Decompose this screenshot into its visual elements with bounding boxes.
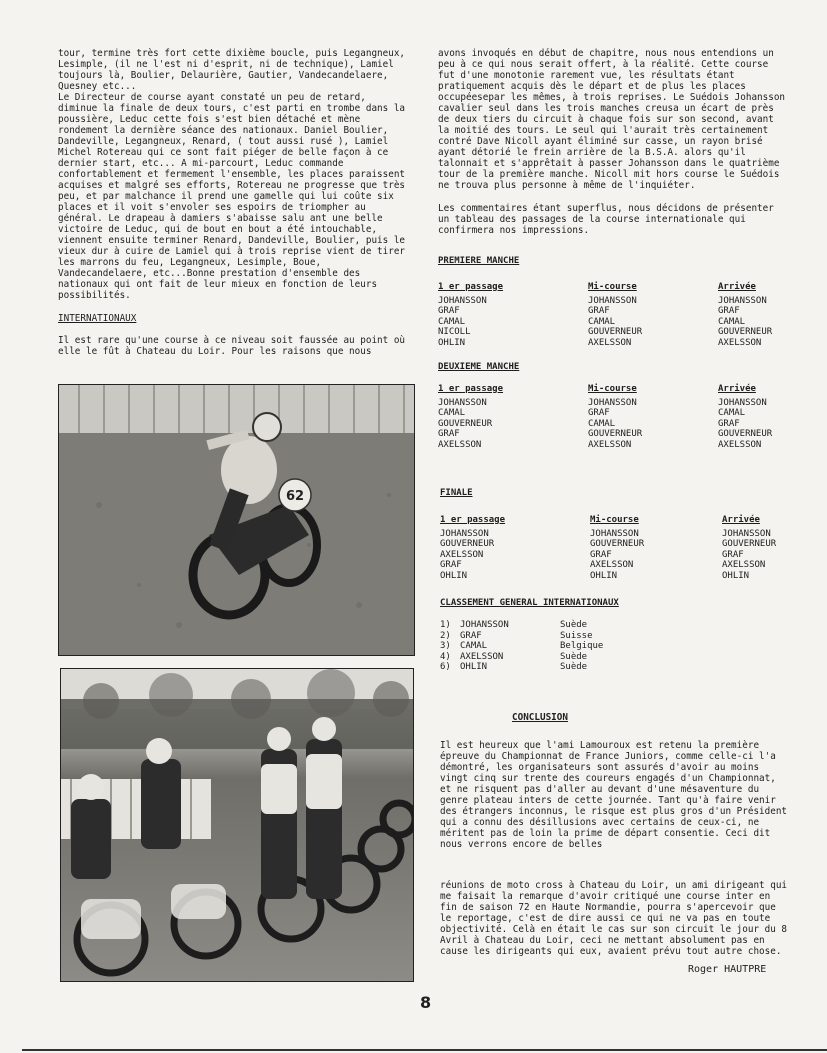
classement-title: CLASSEMENT GENERAL INTERNATIONAUX — [440, 598, 619, 608]
deuxieme-col2: Mi-course JOHANSSON GRAF CAMAL GOUVERNEUR AXELSSON — [588, 384, 643, 450]
premiere-col1: 1 er passage JOHANSSON GRAF CAMAL NICOLL OHLIN — [438, 282, 504, 348]
page-number: 8 — [420, 993, 432, 1012]
photo1-race-number: 62 — [285, 489, 305, 504]
conclusion-paragraph-2: réunions de moto cross à Chateau du Loir, un ami dirigeant qui me faisait la remarque d'avoir critiqué une course inter en fin de saison 72 en Haute Normandie, pourra s'apercevoir que le reportage, c'est de dire aussi ce qui ne va pas en toute objectivité. Celà en était le cas sur son circuit le jour du 8 Avril à Chateau du Loir, ceci ne mettant absolument pas en cause les dirigeants qui eux, avaient prévu tout autre chose. — [440, 880, 793, 957]
author-signature: Roger HAUTPRE — [688, 964, 767, 975]
right-paragraph-2: Les commentaires étant superflus, nous décidons de présenter un tableau des passages de la course internationale qui confirmera nos impressions. — [438, 203, 780, 236]
premiere-col3: Arrivée JOHANSSON GRAF CAMAL GOUVERNEUR AXELSSON — [718, 282, 773, 348]
deuxieme-col1: 1 er passage JOHANSSON CAMAL GOUVERNEUR GRAF AXELSSON — [438, 384, 504, 450]
classement-row: 2) GRAF Suisse — [440, 630, 593, 641]
motocross-rider-photo — [58, 384, 415, 656]
deuxieme-col3: Arrivée JOHANSSON CAMAL GRAF GOUVERNEUR AXELSSON — [718, 384, 773, 450]
right-paragraph-1: avons invoqués en début de chapitre, nous nous entendions un peu à ce qui nous serait offert, à la réalité. Cette course fut d'une monotonie rarement vue, les résultats étant pratiquement acquis dès le départ et de plus les places occupéesepar les mêmes, à trois reprises. Le Suédois Johansson cavalier seul dans les trois manches creusa un écart de près de deux tiers du circuit à chaque fois sur son second, avant la moitié des tours. Le seul qui l'aurait très certainement contré Dave Nicoll ayant éliminé sur casse, un rayon brisé ayant détorié le frein arrière de la B.S.A. alors qu'il talonnait et s'apprêtait à passer Johansson dans le quatrième tour de la première manche. Nicoll mit hors course le Suédois ne trouva plus personne à même de l'inquiéter. — [438, 48, 791, 191]
classement-row: 6) OHLIN Suède — [440, 662, 588, 673]
deuxieme-manche-title: DEUXIEME MANCHE — [438, 362, 520, 372]
classement-row: 3) CAMAL Belgique — [440, 641, 604, 652]
finale-col3: Arrivée JOHANSSON GOUVERNEUR GRAF AXELSSON OHLIN — [722, 515, 777, 581]
classement-row: 1) JOHANSSON Suède — [440, 620, 588, 630]
classement-row: 4) AXELSSON Suède — [440, 651, 588, 662]
internationaux-heading: INTERNATIONAUX — [58, 313, 137, 324]
left-paragraph-1: tour, termine très fort cette dixième boucle, puis Legangneux, Lesimple, (il ne l'est ni d'esprit, ni de technique), Lamiel toujours là, Boulier, Delaurière, Gautier, Vandecandelaere, Quesney etc... — [58, 48, 411, 92]
starting-grid-photo — [60, 668, 414, 982]
premiere-col2: Mi-course JOHANSSON GRAF CAMAL GOUVERNEUR AXELSSON — [588, 282, 643, 348]
classement-title-block — [440, 598, 619, 612]
left-paragraph-2: Le Directeur de course ayant constaté un peu de retard, diminue la finale de deux tours, c'est parti en trombe dans la poussière, Leduc cette fois s'est bien détaché et mène rondement la dernière séance des nationaux. Daniel Boulier, Dandeville, Legangneux, Renard, ( tout aussi rusé ), Lamiel Michel Rotereau qui ce sont fait piéger de belle façon à ce dernier start, etc... A mi-parcourt, Leduc commande confortablement et fermement l'ensemble, les places paraissent acquises et malgré ses efforts, Rotereau ne progresse que très peu, et par malchance il prend une gamelle qui lui coûte six places et il voit s'envoler ses espoirs de triompher au général. Le drapeau à damiers s'abaisse salu ant une belle victoire de Leduc, qui de bout en bout a été intouchable, viennent ensuite terminer Renard, Dandeville, Boulier, puis le vieux dur à cuire de Lamiel qui à trois reprise vient de tirer les marrons du feu, Legangneux, Lesimple, Boue, Vandecandelaere, etc...Bonne prestation d'ensemble des nationaux qui ont fait de leur mieux en fonction de leurs possibilités. — [58, 92, 411, 301]
left-paragraph-3: Il est rare qu'une course à ce niveau soit faussée au point où elle le fût à Chateau du Loir. Pour les raisons que nous — [58, 335, 411, 357]
deuxieme-manche-title-block — [438, 362, 519, 376]
classement-table — [440, 620, 720, 673]
finale-col2: Mi-course JOHANSSON GOUVERNEUR GRAF AXELSSON OHLIN — [590, 515, 645, 581]
premiere-manche-title-block — [438, 256, 519, 270]
finale-title: FINALE — [440, 488, 473, 498]
right-column — [438, 48, 790, 236]
conclusion-paragraph-1: Il est heureux que l'ami Lamouroux est retenu la première épreuve du Championnat de France Juniors, comme celle-ci l'a démontré, les organisateurs sont assurés d'avoir au moins vingt cinq sur trente des coureurs engagés d'un Championnat, et ne risquent pas d'aller au devant d'une mésaventure du genre plateau inters de cette journée. Tant qu'à faire venir des étrangers inconnus, le risque est plus gros d'un Président qui a connu des désillusions avec certains de ceux-ci, ne méritent pas de loin la prime de départ consentie. Ceci dit nous verrons encore de belles — [440, 740, 793, 850]
conclusion-heading-block — [512, 712, 568, 723]
conclusion-heading: CONCLUSION — [512, 712, 568, 723]
left-column — [58, 48, 410, 357]
finale-col1: 1 er passage JOHANSSON GOUVERNEUR AXELSSON GRAF OHLIN — [440, 515, 506, 581]
finale-title-block — [440, 488, 473, 502]
premiere-manche-title: PREMIERE MANCHE — [438, 256, 520, 266]
bottom-divider — [22, 1049, 827, 1051]
